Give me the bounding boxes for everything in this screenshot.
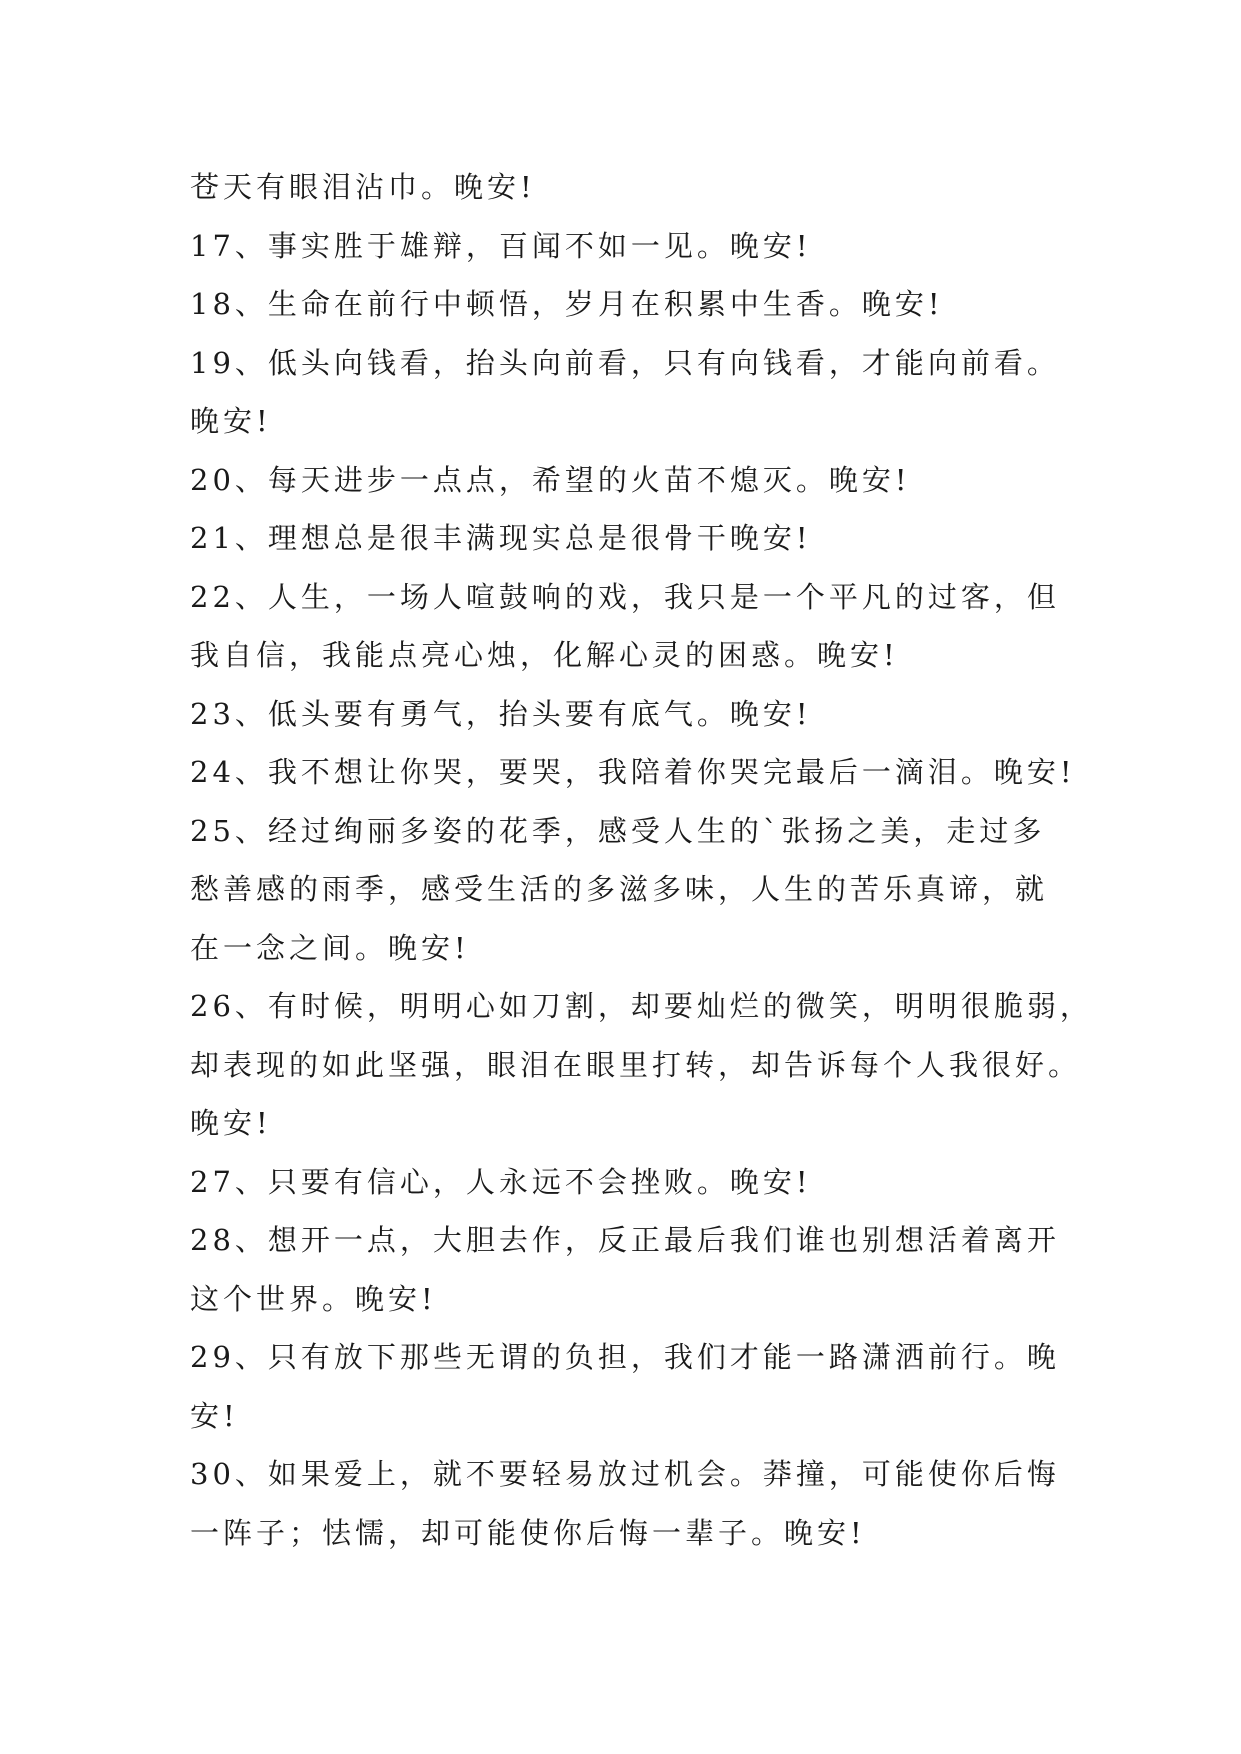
text-line: 28、想开一点，大胆去作，反正最后我们谁也别想活着离开 [190,1223,1060,1257]
text-line: 这个世界。晚安! [190,1281,437,1316]
text-line: 22、人生，一场人喧鼓响的戏，我只是一个平凡的过客，但 [190,579,1060,614]
text-line: 24、我不想让你哭，要哭，我陪着你哭完最后一滴泪。晚安! [190,755,1076,789]
text-line: 20、每天进步一点点，希望的火苗不熄灭。晚安! [190,462,911,497]
text-line: 18、生命在前行中顿悟，岁月在积累中生香。晚安! [190,287,944,321]
text-line: 30、如果爱上，就不要轻易放过机会。莽撞，可能使你后悔 [190,1457,1060,1491]
text-line: 苍天有眼泪沾巾。晚安! [190,170,536,204]
text-line: 29、只有放下那些无谓的负担，我们才能一路潇洒前行。晚 [190,1340,1060,1374]
text-line: 25、经过绚丽多姿的花季，感受人生的`张扬之美，走过多 [190,813,1046,848]
text-line: 晚安! [190,1106,272,1140]
text-line: 21、理想总是很丰满现实总是很骨干晚安! [190,521,812,555]
text-line: 在一念之间。晚安! [190,930,470,965]
text-line: 26、有时候，明明心如刀割，却要灿烂的微笑，明明很脆弱， [190,989,1093,1023]
text-line: 23、低头要有勇气，抬头要有底气。晚安! [190,696,812,731]
text-line: 晚安! [190,404,272,438]
text-line: 愁善感的雨季，感受生活的多滋多味，人生的苦乐真谛，就 [190,872,1049,906]
document-body [190,158,1093,1562]
text-line: 27、只要有信心，人永远不会挫败。晚安! [190,1164,812,1199]
text-line: 19、低头向钱看，抬头向前看，只有向钱看，才能向前看。 [190,345,1060,380]
text-line: 安! [190,1398,239,1433]
text-line: 一阵子；怯懦，却可能使你后悔一辈子。晚安! [190,1515,866,1550]
text-line: 17、事实胜于雄辩，百闻不如一见。晚安! [190,228,812,263]
text-line: 我自信，我能点亮心烛，化解心灵的困惑。晚安! [190,638,899,672]
text-line: 却表现的如此坚强，眼泪在眼里打转，却告诉每个人我很好。 [190,1047,1082,1082]
